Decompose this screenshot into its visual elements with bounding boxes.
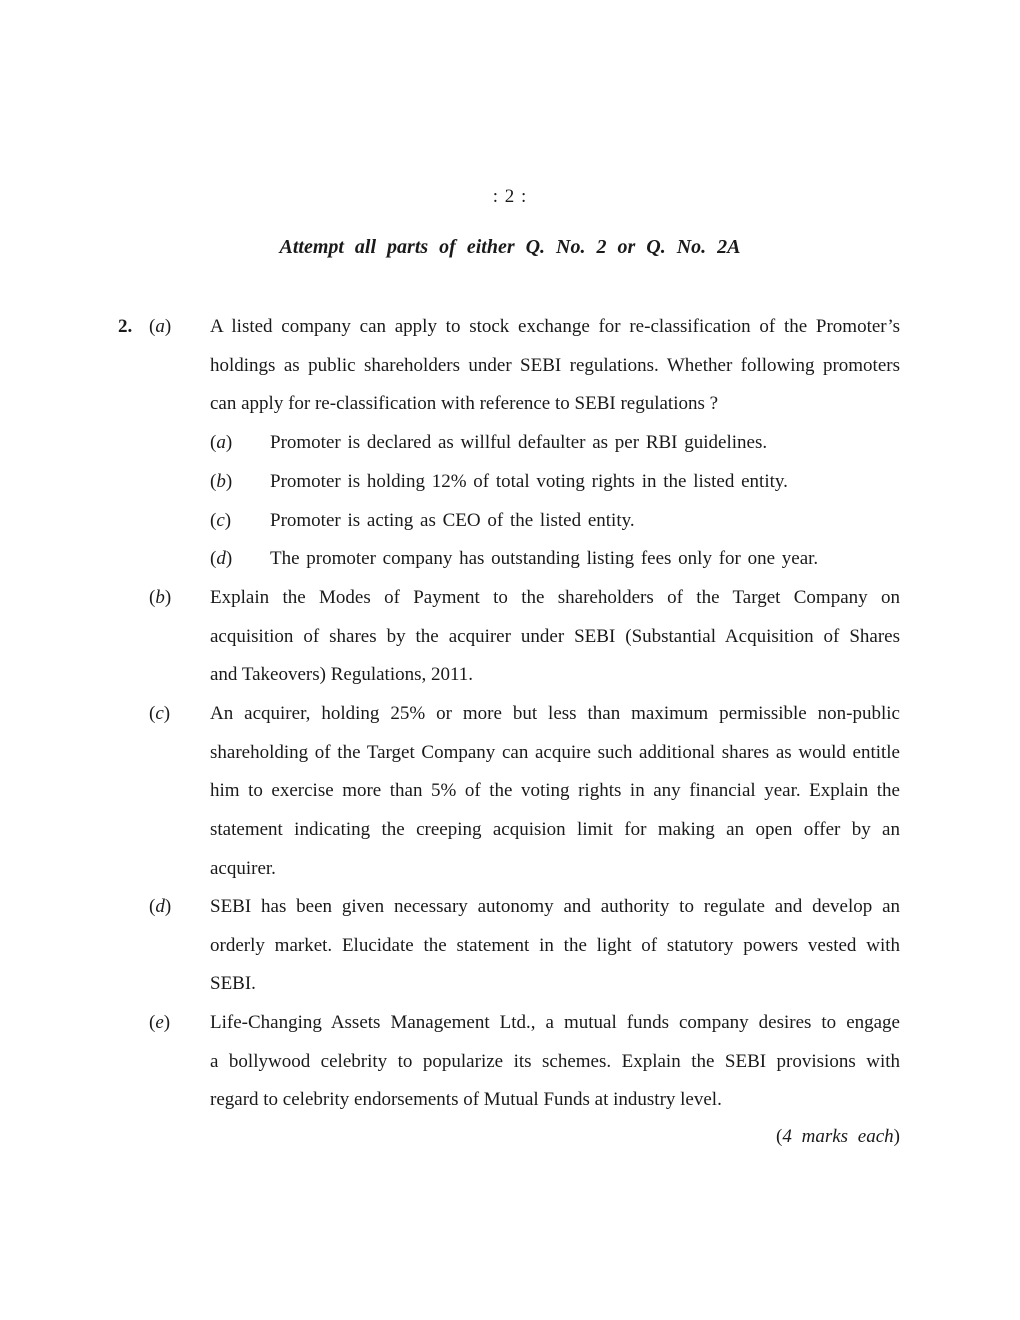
part-a-line: can apply for re-classification with reference to SEBI regulations ? bbox=[210, 393, 719, 415]
part-d-line: SEBI has been given necessary autonomy and authority to regulate and develop an bbox=[210, 896, 900, 917]
instruction-heading: Attempt all parts of either Q. No. 2 or Q. No. 2A bbox=[279, 236, 741, 258]
part-text-c bbox=[210, 695, 900, 888]
part-d-line: SEBI. bbox=[210, 973, 256, 995]
part-label-c: (c) bbox=[149, 703, 171, 724]
part-text-d bbox=[210, 888, 900, 1004]
part-d-line: orderly market. Elucidate the statement in the light of statutory powers vested with bbox=[210, 934, 900, 956]
part-c-line: acquirer. bbox=[210, 857, 276, 879]
part-b-line: and Takeovers) Regulations, 2011. bbox=[210, 664, 474, 686]
subpart-text-c: Promoter is acting as CEO of the listed entity. bbox=[270, 510, 635, 531]
part-label-e: (e) bbox=[149, 1012, 171, 1033]
part-text-b bbox=[210, 579, 900, 695]
part-c-line: shareholding of the Target Company can acquire such additional shares as would entitle bbox=[210, 741, 900, 763]
marks-allocation: (4 marks each) bbox=[776, 1126, 900, 1147]
part-c-line: him to exercise more than 5% of the voting rights in any financial year. Explain the bbox=[210, 780, 900, 802]
part-e-line: regard to celebrity endorsements of Mutual Funds at industry level. bbox=[210, 1089, 722, 1111]
part-label-d: (d) bbox=[149, 896, 172, 917]
subpart-text-d: The promoter company has outstanding listing fees only for one year. bbox=[270, 548, 819, 569]
subpart-text-b: Promoter is holding 12% of total voting rights in the listed entity. bbox=[270, 471, 788, 492]
part-a-line: A listed company can apply to stock exchange for re-classification of the Promoter’s bbox=[210, 316, 900, 337]
part-c-line: An acquirer, holding 25% or more but less than maximum permissible non-public bbox=[210, 703, 900, 724]
part-label-b: (b) bbox=[149, 587, 172, 608]
part-e-line: Life-Changing Assets Management Ltd., a mutual funds company desires to engage bbox=[210, 1012, 900, 1033]
part-label-a: (a) bbox=[149, 316, 172, 337]
subpart-label-a: (a) bbox=[210, 432, 233, 453]
subpart-text-a: Promoter is declared as willful defaulter as per RBI guidelines. bbox=[270, 432, 768, 453]
part-e-line: a bollywood celebrity to popularize its schemes. Explain the SEBI provisions with bbox=[210, 1050, 900, 1072]
subpart-label-d: (d) bbox=[210, 548, 233, 569]
part-text-a bbox=[210, 308, 900, 424]
part-b-line: acquisition of shares by the acquirer under SEBI (Substantial Acquisition of Shares bbox=[210, 625, 900, 647]
part-a-line: holdings as public shareholders under SEBI regulations. Whether following promoters bbox=[210, 354, 900, 376]
question-number: 2. bbox=[118, 316, 133, 337]
part-b-line: Explain the Modes of Payment to the shareholders of the Target Company on bbox=[210, 587, 900, 608]
page-number: : 2 : bbox=[492, 186, 528, 207]
part-text-e bbox=[210, 1004, 900, 1120]
subpart-label-c: (c) bbox=[210, 510, 232, 531]
part-c-line: statement indicating the creeping acquision limit for making an open offer by an bbox=[210, 819, 900, 841]
subpart-label-b: (b) bbox=[210, 471, 233, 492]
